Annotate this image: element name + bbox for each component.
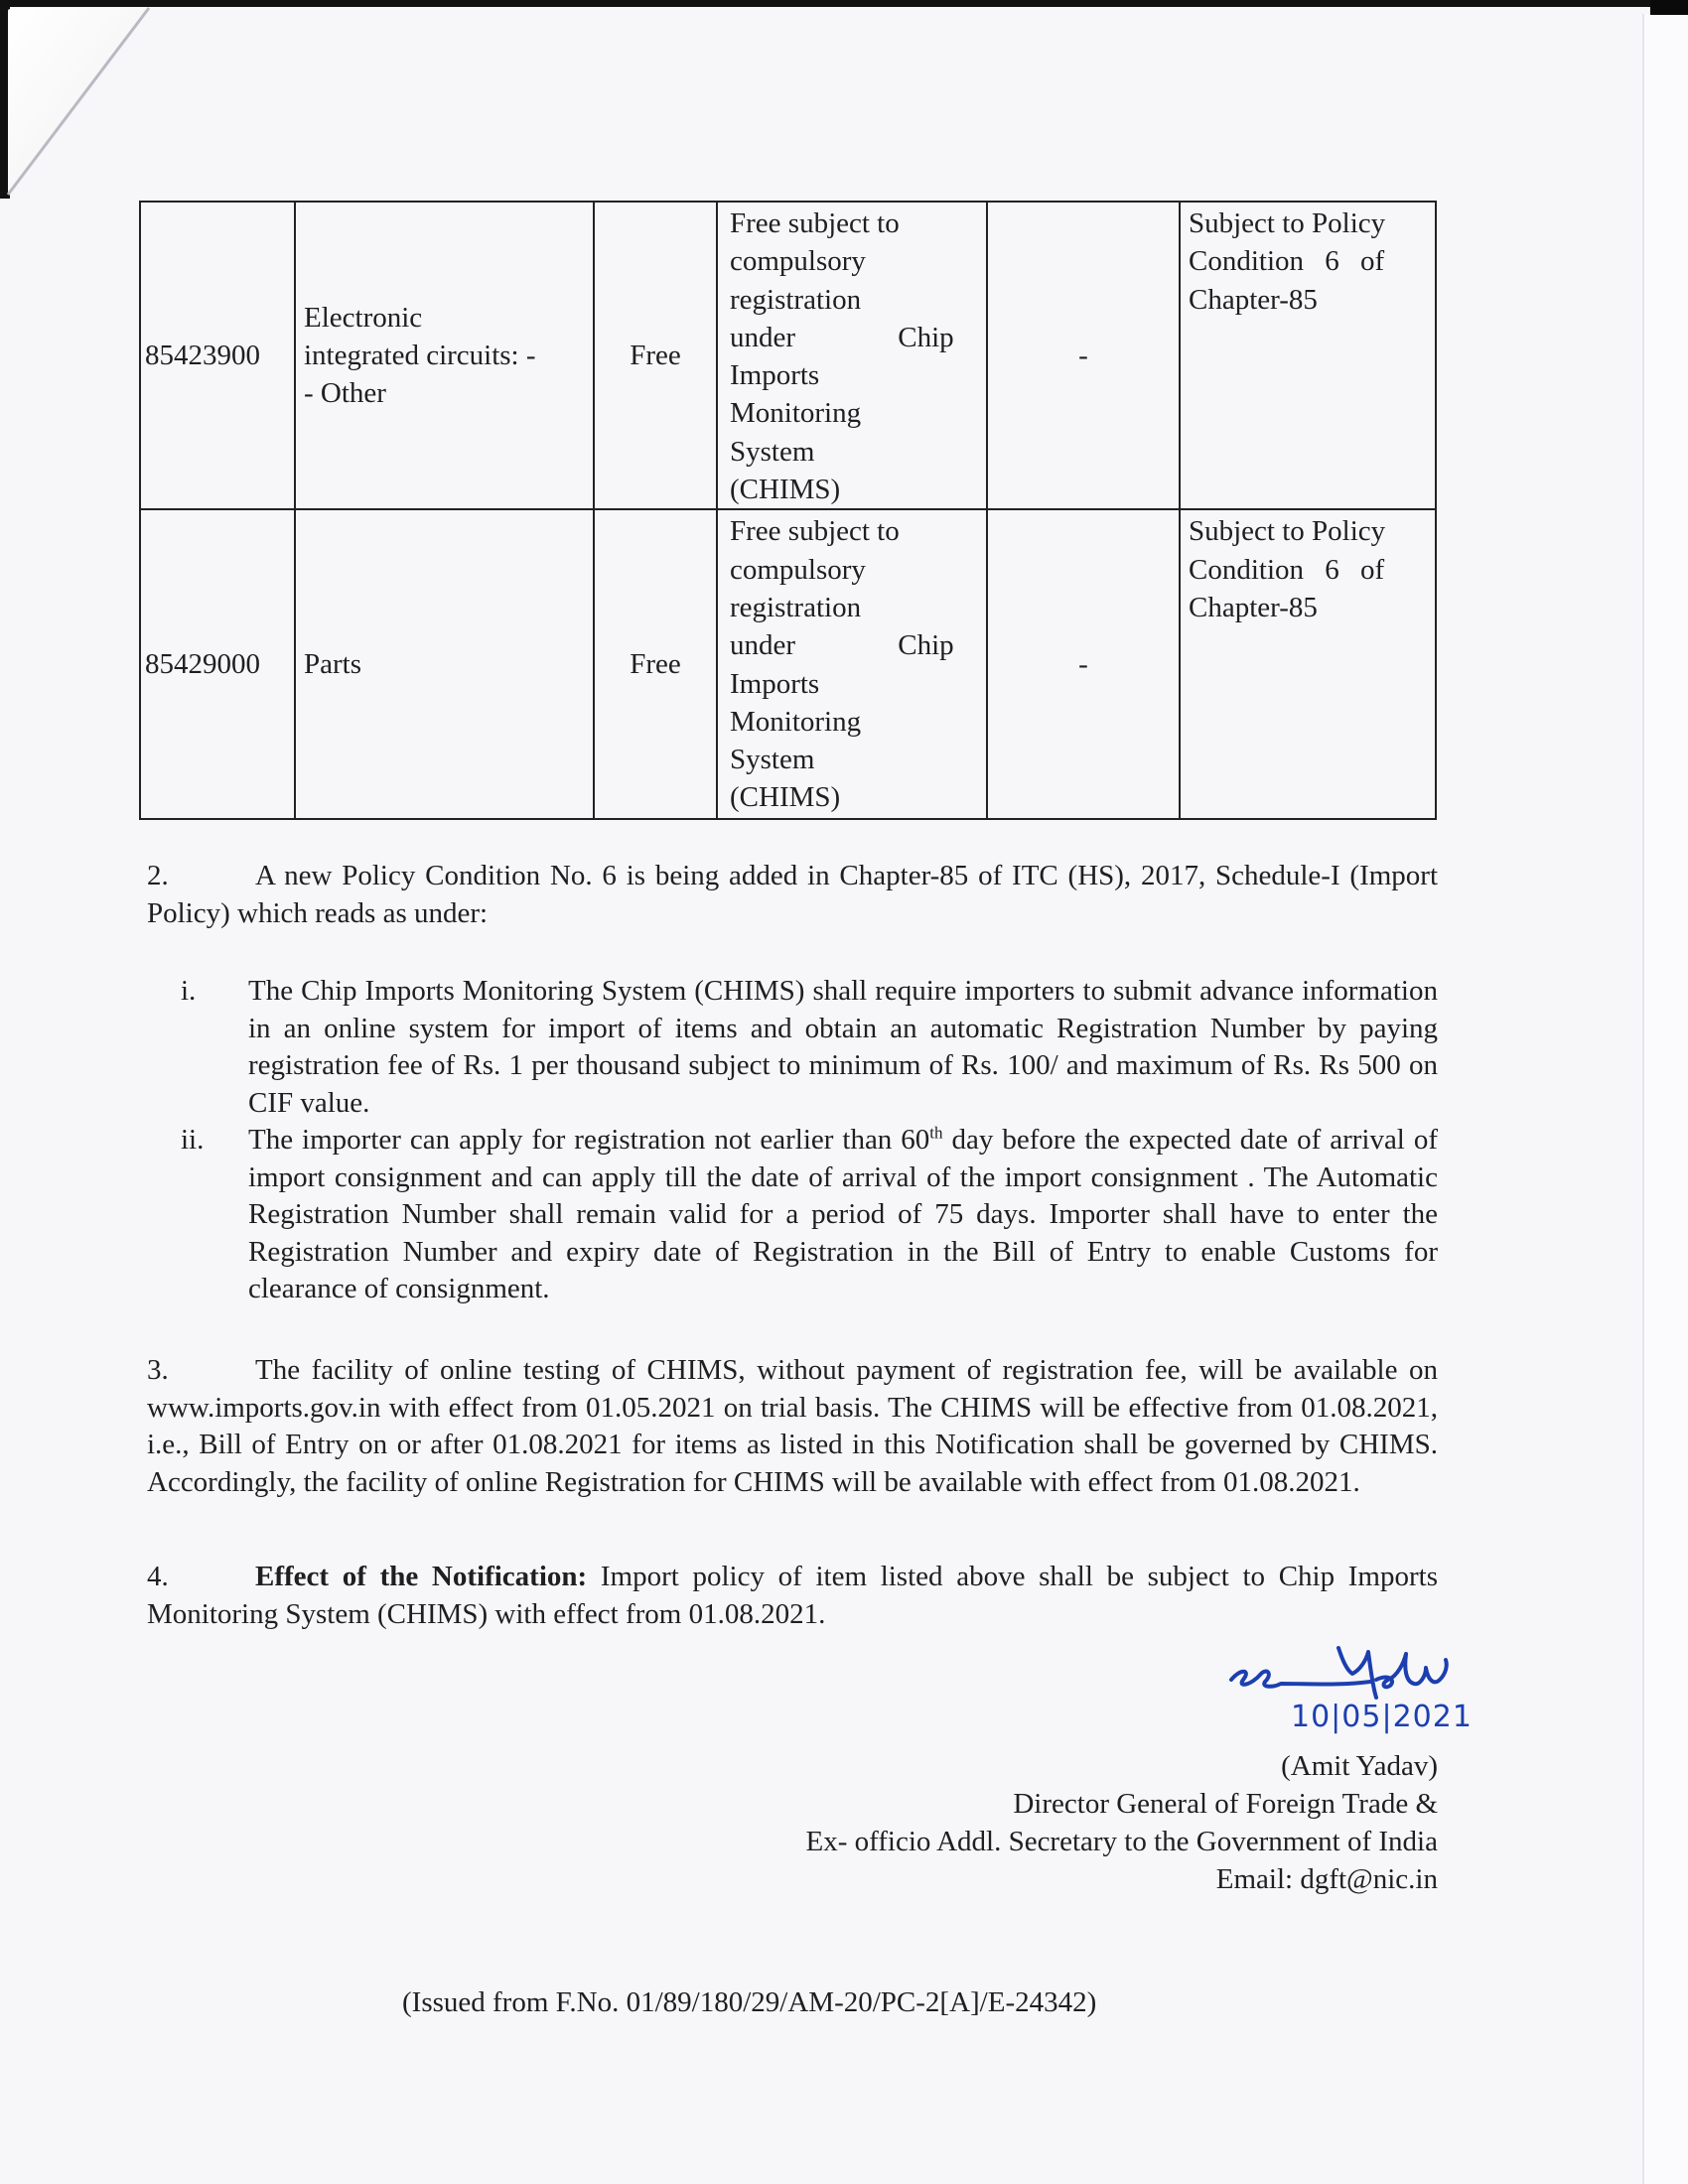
list-marker: ii.	[181, 1124, 205, 1156]
signatory-email: Email: dgft@nic.in	[1215, 1863, 1438, 1895]
notes-line: Chapter-85	[1189, 283, 1318, 316]
description-line: Parts	[304, 648, 361, 681]
policy-table	[139, 201, 1437, 820]
list-item-text	[248, 1122, 1438, 1308]
description-cell	[295, 509, 594, 819]
conditions-value: -	[1078, 340, 1088, 372]
policy-condition-line: Monitoring	[730, 397, 862, 430]
scan-margin	[1644, 14, 1688, 2184]
table-row	[140, 202, 1436, 509]
policy-condition-line: registration	[730, 591, 862, 623]
signature-block	[806, 1747, 1438, 1898]
hs-code: 85429000	[145, 648, 260, 681]
policy-cell	[594, 202, 717, 509]
notes-line: Subject to Policy	[1189, 207, 1386, 239]
conditions-value: -	[1078, 648, 1088, 681]
list-item-text-part: day before the expected date of arrival of import consignment and can apply till the date of arrival of the import consignment . The Automatic Registration Number shall remain valid for a period of 75 days. Importer shall have to enter the Registration Number and expiry date of Registration in the Bill of Entry to enable Customs for clearance of consignment.	[248, 1124, 1438, 1304]
policy-condition-line: under Chip	[730, 321, 954, 353]
policy-condition-line: Imports	[730, 359, 820, 392]
signatory-name: (Amit Yadav)	[1281, 1750, 1438, 1782]
policy-condition-cell	[717, 509, 987, 819]
description-cell	[295, 202, 594, 509]
signatory-title: Ex- officio Addl. Secretary to the Government of India	[805, 1826, 1438, 1857]
handwritten-date: 10|05|2021	[1291, 1700, 1473, 1734]
description-line: Electronic	[304, 301, 423, 334]
policy-condition-list	[181, 973, 1438, 1308]
list-item	[181, 1122, 1438, 1308]
policy-condition-line: under Chip	[730, 629, 954, 662]
paragraph-2	[147, 858, 1438, 932]
policy-condition-line: System	[730, 435, 815, 468]
folded-corner	[0, 0, 159, 199]
signatory-title: Director General of Foreign Trade &	[1013, 1788, 1438, 1820]
policy-condition-line: Monitoring	[730, 705, 862, 738]
ordinal-suffix: th	[929, 1123, 943, 1143]
policy-condition-line: Imports	[730, 667, 820, 700]
table-row	[140, 509, 1436, 819]
description-line: integrated circuits: -	[304, 340, 536, 372]
list-marker: i.	[181, 975, 197, 1007]
paragraph-heading: Effect of the Notification:	[255, 1561, 588, 1592]
policy-value: Free	[630, 648, 681, 681]
policy-condition-line: registration	[730, 283, 862, 316]
hs-code: 85423900	[145, 340, 260, 372]
policy-cell	[594, 509, 717, 819]
paragraph-text: The facility of online testing of CHIMS, without payment of registration fee, will be available on www.imports.gov.in with effect from 01.05.2021 on trial basis. The CHIMS will be effective from 01.08.2021, i.e., Bill of Entry on or after 01.08.2021 for items as listed in this Notification shall be governed by CHIMS. Accordingly, the facility of online Registration for CHIMS will be available with effect from 01.08.2021.	[147, 1354, 1438, 1498]
scan-border-top	[0, 0, 1688, 7]
policy-condition-line: compulsory	[730, 553, 866, 586]
conditions-cell	[987, 202, 1180, 509]
policy-value: Free	[630, 340, 681, 372]
notes-line: Subject to Policy	[1189, 515, 1386, 548]
paragraph-3	[147, 1352, 1438, 1501]
paragraph-number: 3.	[147, 1354, 169, 1386]
file-reference: (Issued from F.No. 01/89/180/29/AM-20/PC-2[A]/E-24342)	[402, 1986, 1097, 2018]
list-item-text-part: The importer can apply for registration not earlier than 60	[248, 1124, 930, 1156]
scan-border-corner	[1650, 0, 1688, 15]
description-line: - Other	[304, 377, 386, 410]
policy-condition-line: Free subject to	[730, 515, 900, 548]
notes-line: Chapter-85	[1189, 591, 1318, 623]
notes-line: Condition 6 of	[1189, 245, 1385, 278]
conditions-cell	[987, 509, 1180, 819]
policy-condition-line: Free subject to	[730, 207, 900, 239]
paragraph-number: 2.	[147, 860, 169, 891]
paragraph-text: A new Policy Condition No. 6 is being added in Chapter-85 of ITC (HS), 2017, Schedule-I (Import Policy) which reads as under:	[147, 860, 1438, 929]
policy-condition-line: (CHIMS)	[730, 474, 841, 506]
policy-condition-cell	[717, 202, 987, 509]
policy-condition-line: (CHIMS)	[730, 781, 841, 814]
notes-cell	[1180, 202, 1436, 509]
policy-condition-line: System	[730, 744, 815, 776]
notes-line: Condition 6 of	[1189, 553, 1385, 586]
notes-cell	[1180, 509, 1436, 819]
paragraph-4	[147, 1559, 1438, 1633]
policy-condition-line: compulsory	[730, 245, 866, 278]
hs-code-cell	[140, 202, 295, 509]
paragraph-number: 4.	[147, 1561, 169, 1592]
paper-edge	[1642, 14, 1644, 2184]
list-item-text: The Chip Imports Monitoring System (CHIMS) shall require importers to submit advance information in an online system for import of items and obtain an automatic Registration Number by paying registration fee of Rs. 1 per thousand subject to minimum of Rs. 100/ and maximum of Rs. Rs 500 on CIF value.	[248, 975, 1438, 1119]
hs-code-cell	[140, 509, 295, 819]
paragraph-text: Import policy of item listed above shall be subject to Chip Imports Monitoring System (CHIMS) with effect from 01.08.2021.	[147, 1561, 1438, 1630]
list-item	[181, 973, 1438, 1122]
